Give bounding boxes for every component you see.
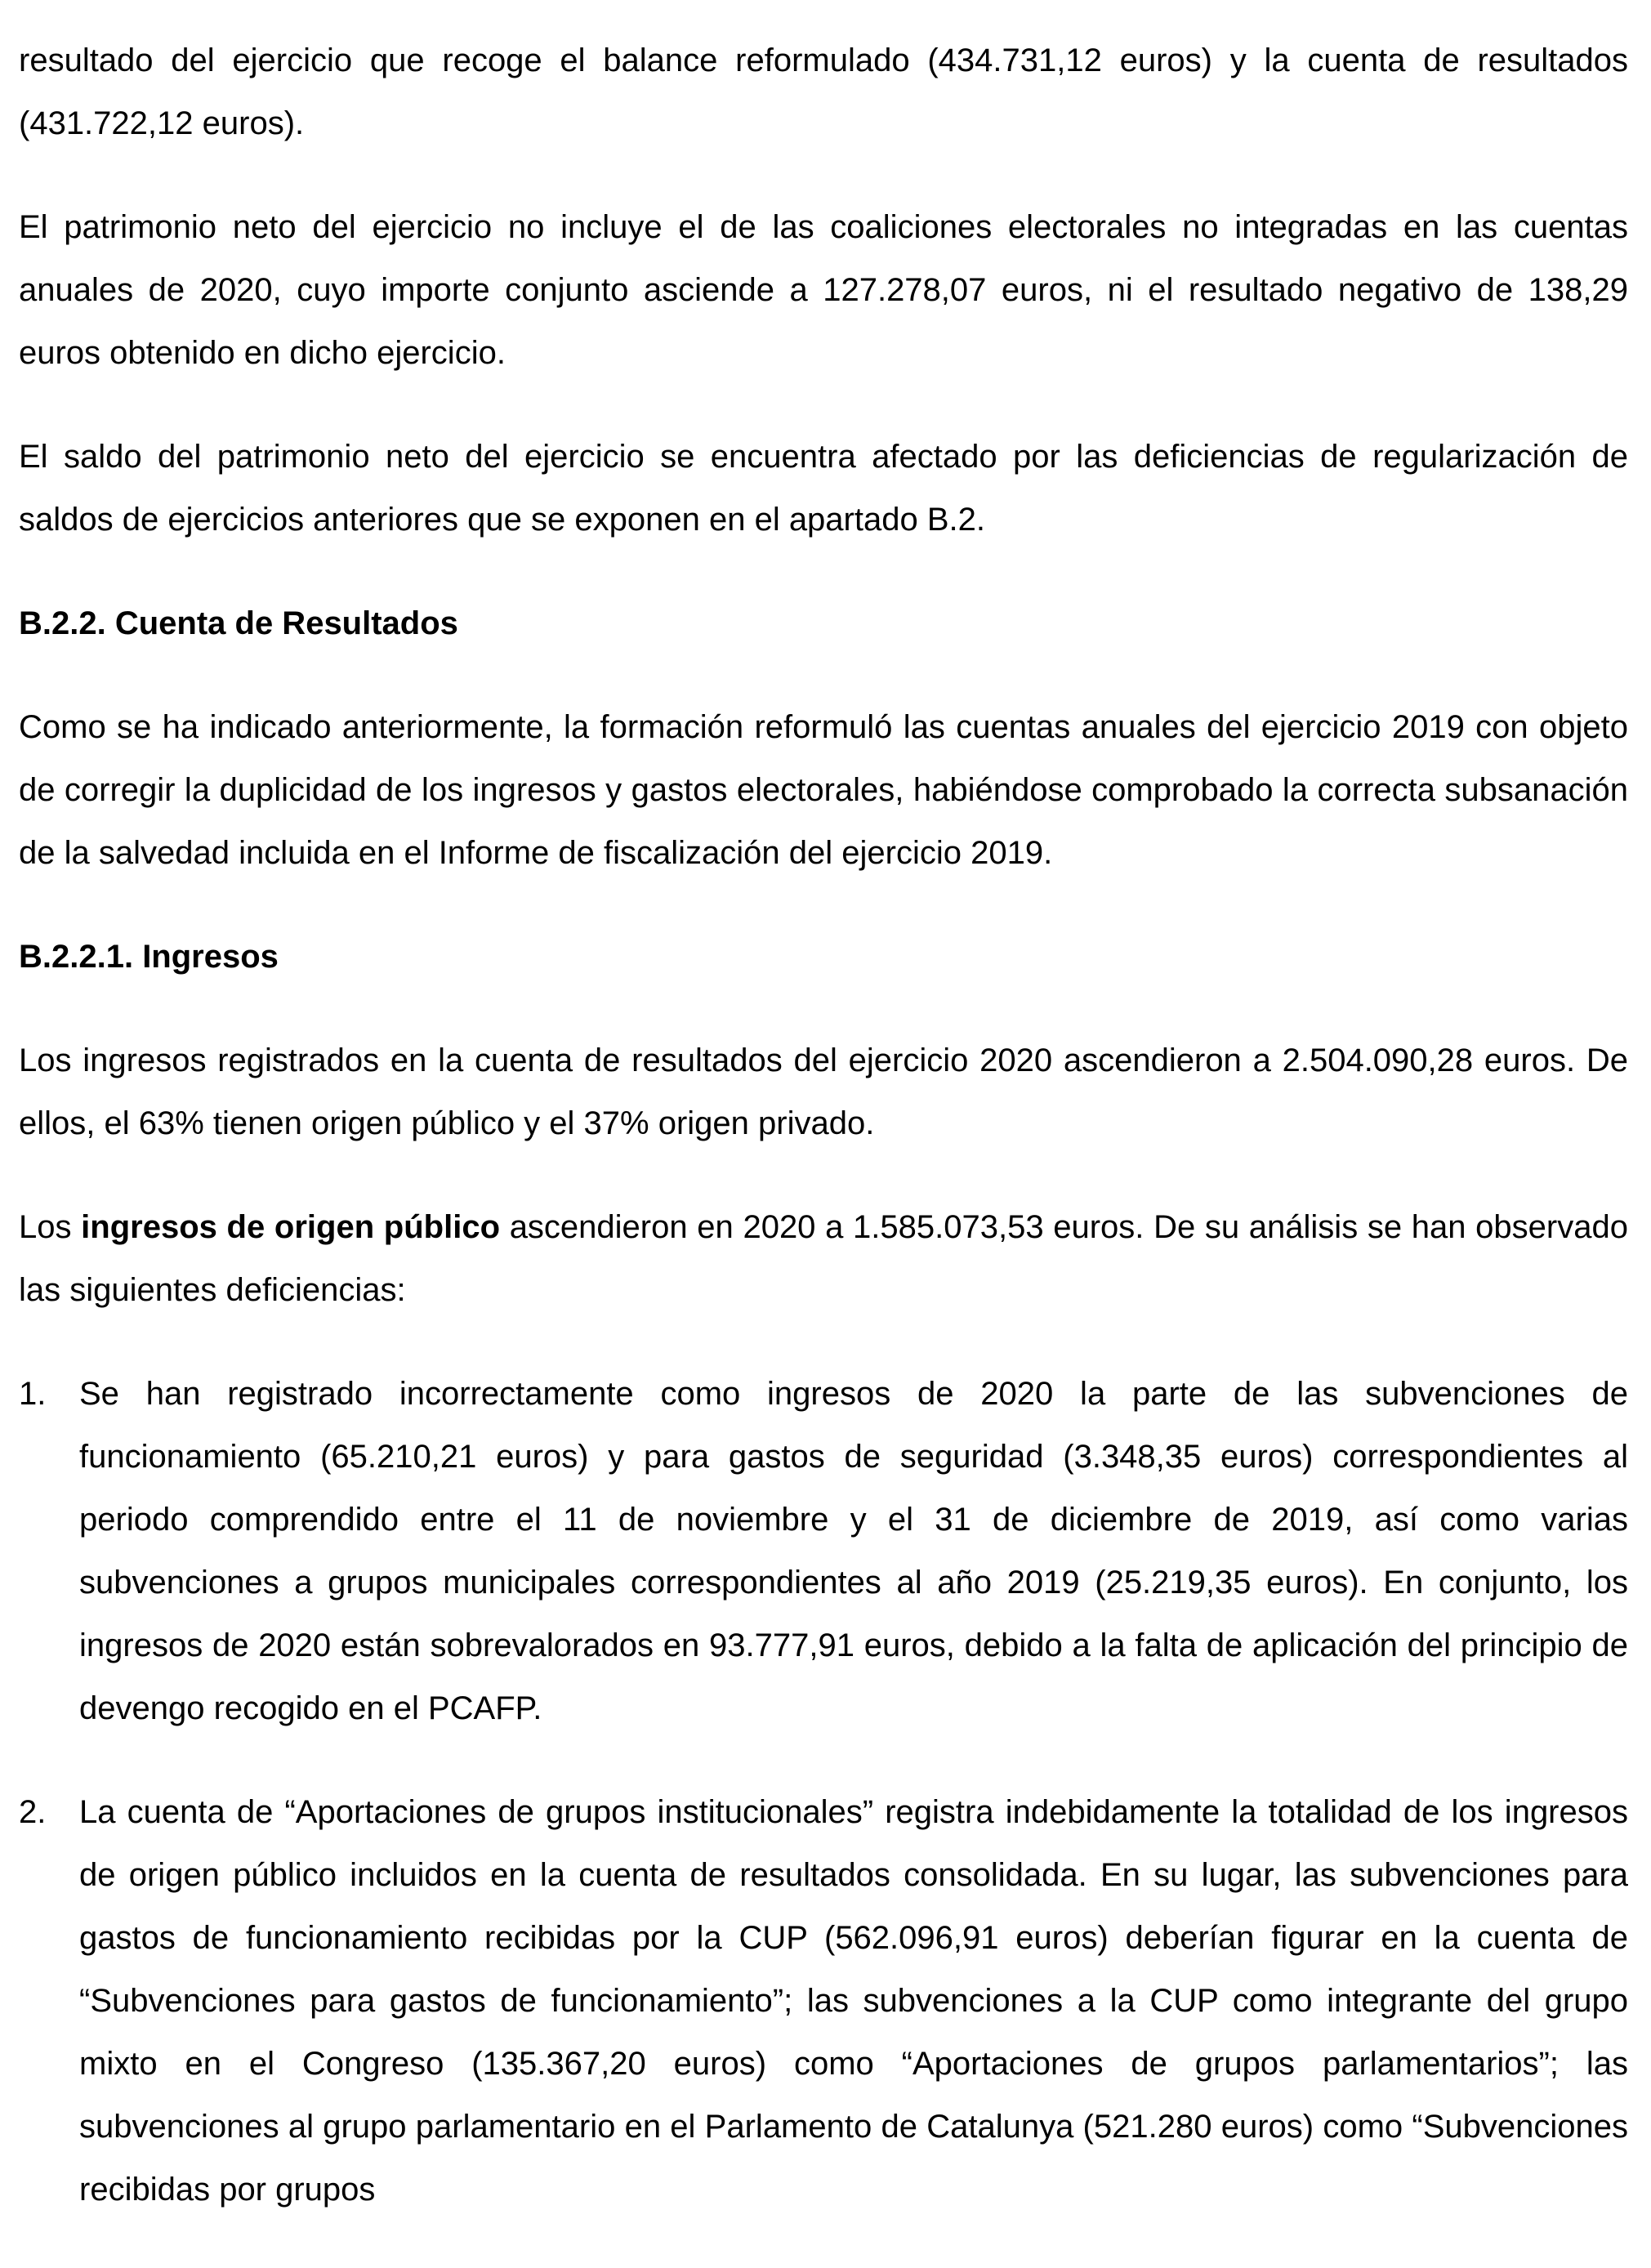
paragraph-income-total: Los ingresos registrados en la cuenta de resultados del ejercicio 2020 ascendieron a 2.504.090,28 euros. De ellos, el 63% tienen origen público y el 37% origen privado. [19,1042,1628,1141]
public-income-lead: Los [19,1209,72,1245]
list-item [19,1781,1628,2221]
section-heading-income-statement: B.2.2. Cuenta de Resultados [19,605,458,641]
paragraph-result: resultado del ejercicio que recoge el balance reformulado (434.731,12 euros) y la cuenta de resultados (431.722,12 euros). [19,42,1628,141]
list-item-text: Se han registrado incorrectamente como ingresos de 2020 la parte de las subvenciones de funcionamiento (65.210,21 euros) y para gastos de seguridad (3.348,35 euros) correspondientes al periodo comprendido entre el 11 de noviembre y el 31 de diciembre de 2019, así como varias subvenciones a grupos municipales correspondientes al año 2019 (25.219,35 euros). En conjunto, los ingresos de 2020 están sobrevalorados en 93.777,91 euros, debido a la falta de aplicación del principio de devengo recogido en el PCAFP. [79,1376,1628,1726]
paragraph-net-worth-coalitions: El patrimonio neto del ejercicio no incluye el de las coaliciones electorales no integradas en las cuentas anuales de 2020, cuyo importe conjunto asciende a 127.278,07 euros, ni el resultado negativo de 138,29 euros obtenido en dicho ejercicio. [19,209,1628,371]
public-income-emphasis: ingresos de origen público [81,1209,501,1245]
section-heading-income: B.2.2.1. Ingresos [19,939,279,975]
list-item-number: 1. [19,1376,47,1412]
paragraph-reformulation: Como se ha indicado anteriormente, la formación reformuló las cuentas anuales del ejercicio 2019 con objeto de corregir la duplicidad de los ingresos y gastos electorales, habiéndose comprobado la correcta subsanación de la salvedad incluida en el Informe de fiscalización del ejercicio 2019. [19,709,1628,871]
paragraph-net-worth-deficiencies: El saldo del patrimonio neto del ejercicio se encuentra afectado por las deficiencias de regularización de saldos de ejercicios anteriores que se exponen en el apartado B.2. [19,439,1628,538]
paragraph-public-income [19,1196,1628,1322]
list-item-number: 2. [19,1794,47,1830]
public-income-rest: ascendieron en 2020 a 1.585.073,53 euros. De su análisis se han observado las siguientes deficiencias: [19,1209,1628,1308]
list-item-text: La cuenta de “Aportaciones de grupos institucionales” registra indebidamente la totalidad de los ingresos de origen público incluidos en la cuenta de resultados consolidada. En su lugar, las subvenciones para gastos de funcionamiento recibidas por la CUP (562.096,91 euros) deberían figurar en la cuenta de “Subvenciones para gastos de funcionamiento”; las subvenciones a la CUP como integrante del grupo mixto en el Congreso (135.367,20 euros) como “Aportaciones de grupos parlamentarios”; las subvenciones al grupo parlamentario en el Parlamento de Catalunya (521.280 euros) como “Subvenciones recibidas por grupos [79,1794,1628,2208]
list-item [19,1363,1628,1740]
document-page [19,29,1628,2262]
